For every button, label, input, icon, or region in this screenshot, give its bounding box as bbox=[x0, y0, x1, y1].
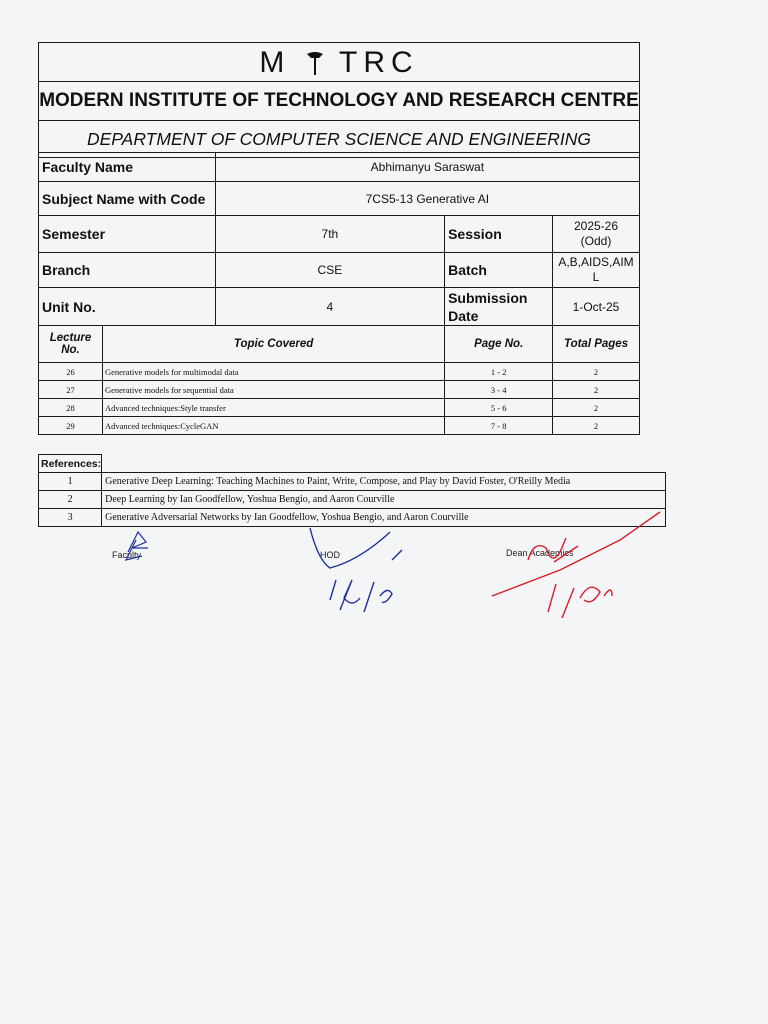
submission-date-label: Submission Date bbox=[445, 288, 553, 326]
session-value: 2025-26 (Odd) bbox=[553, 216, 640, 253]
page-no-header: Page No. bbox=[445, 326, 553, 363]
topic-header: Topic Covered bbox=[102, 326, 444, 363]
reference-row: 3 Generative Adversarial Networks by Ian Goodfellow, Yoshua Bengio, and Aaron Courville bbox=[39, 509, 666, 527]
session-label: Session bbox=[445, 216, 553, 253]
table-row: 28 Advanced techniques:Style transfer 5 - 6 2 bbox=[39, 399, 640, 417]
faculty-signature bbox=[126, 532, 148, 560]
table-row: 27 Generative models for sequential data 3 - 4 2 bbox=[39, 381, 640, 399]
lecture-no-header: Lecture No. bbox=[39, 326, 103, 363]
semester-value: 7th bbox=[215, 216, 444, 253]
subject-value: 7CS5-13 Generative AI bbox=[215, 182, 639, 216]
faculty-label: Faculty Name bbox=[39, 153, 216, 182]
table-row: 29 Advanced techniques:CycleGAN 7 - 8 2 bbox=[39, 417, 640, 435]
hod-signature-label: HOD bbox=[320, 550, 340, 560]
branch-value: CSE bbox=[215, 253, 444, 288]
table-row: 26 Generative models for multimodal data 1 - 2 2 bbox=[39, 363, 640, 381]
total-pages-header: Total Pages bbox=[553, 326, 640, 363]
submission-date-value: 1-Oct-25 bbox=[553, 288, 640, 326]
dean-signature-label: Dean Academics bbox=[506, 548, 574, 558]
semester-label: Semester bbox=[39, 216, 216, 253]
unit-value: 4 bbox=[215, 288, 444, 326]
reference-row: 1 Generative Deep Learning: Teaching Machines to Paint, Write, Compose, and Play by David Foster, O'Reilly Media bbox=[39, 473, 666, 491]
dean-signature bbox=[492, 512, 660, 618]
subject-label: Subject Name with Code bbox=[39, 182, 216, 216]
batch-value: A,B,AIDS,AIM L bbox=[553, 253, 640, 288]
department-name: DEPARTMENT OF COMPUTER SCIENCE AND ENGINEERING bbox=[39, 121, 640, 158]
branch-label: Branch bbox=[39, 253, 216, 288]
hod-signature bbox=[310, 528, 402, 612]
reference-row: 2 Deep Learning by Ian Goodfellow, Yoshua Bengio, and Aaron Courville bbox=[39, 491, 666, 509]
institute-logo: M TRC bbox=[39, 43, 640, 82]
institute-name: MODERN INSTITUTE OF TECHNOLOGY AND RESEARCH CENTRE bbox=[39, 82, 640, 121]
faculty-value: Abhimanyu Saraswat bbox=[215, 153, 639, 182]
batch-label: Batch bbox=[445, 253, 553, 288]
references-label: References: bbox=[39, 455, 102, 473]
unit-label: Unit No. bbox=[39, 288, 216, 326]
faculty-signature-label: Faculty bbox=[112, 550, 142, 560]
